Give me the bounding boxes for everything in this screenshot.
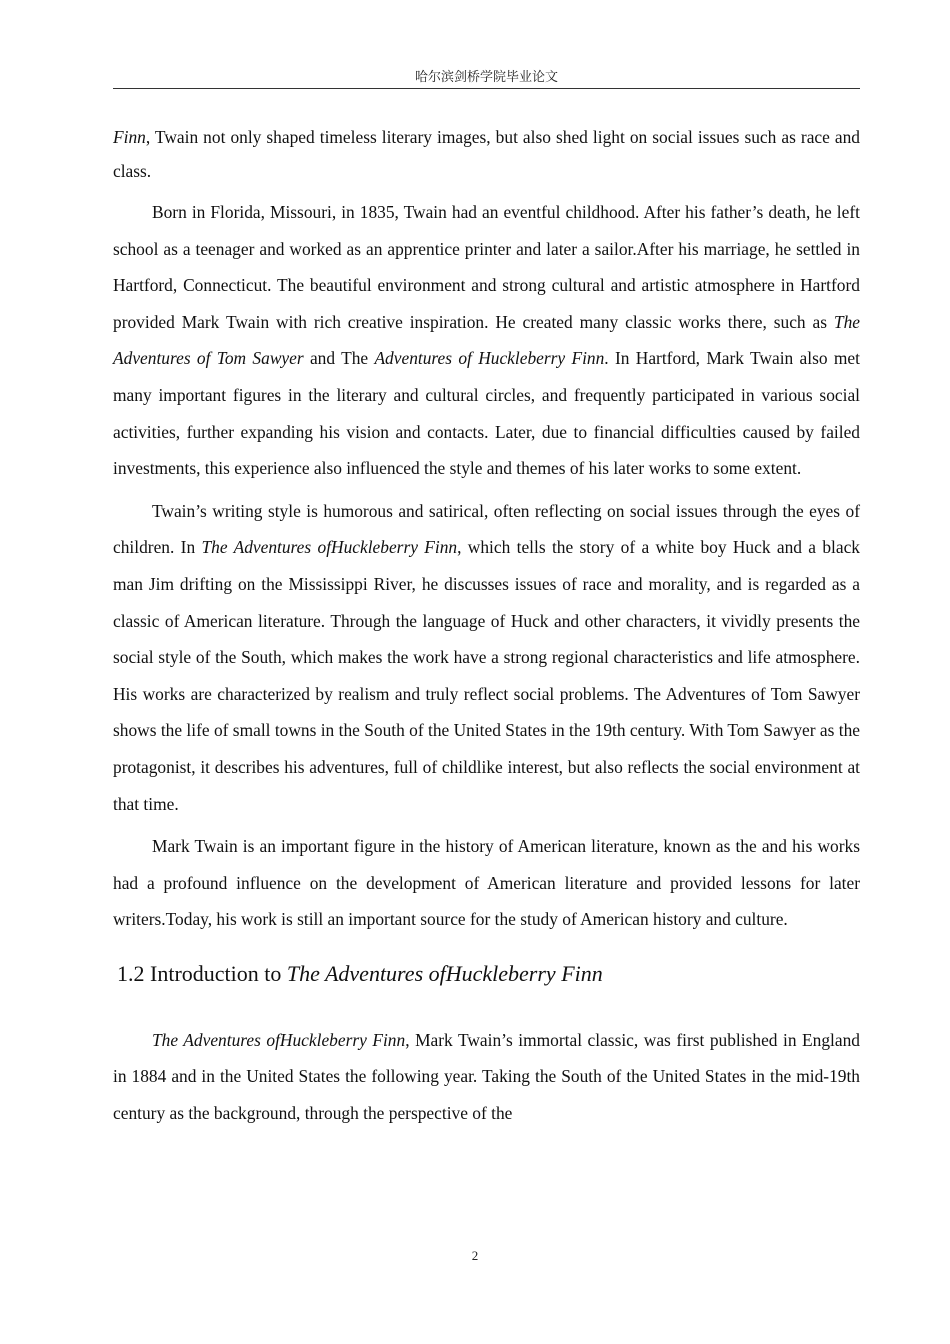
text-span: . In Hartford, Mark Twain also met many important figures in the literary and cultural circles, and frequently participated in various social activities, further expanding his vision and contacts. Later, due to financial difficulties caused by failed investments, this experience also influenced the style and themes of his later works to some extent.	[113, 348, 860, 479]
heading-prefix: 1.2 Introduction to	[117, 960, 287, 986]
body-text	[113, 120, 860, 1138]
page-number: 2	[471, 1248, 479, 1263]
heading-title: The Adventures ofHuckleberry Finn	[286, 960, 603, 986]
paragraph-introduction	[113, 1022, 860, 1132]
text-span: and The	[303, 348, 375, 369]
text-span: Twain’s writing style is humorous and satirical, often reflecting on social issues through the eyes of children. In	[113, 500, 860, 558]
text-span: Born in Florida, Missouri, in 1835, Twain had an eventful childhood. After his father’s death, he left school as a teenager and worked as an apprentice printer and later a sailor.After his marriage, he settled in Hartford, Connecticut. The beautiful environment and strong cultural and artistic atmosphere in Hartford provided Mark Twain with rich creative inspiration. He created many classic works there, such as	[113, 202, 860, 332]
text-span: , Twain not only shaped timeless literary images, but also shed light on social issues such as race and class.	[113, 127, 860, 181]
paragraph-style	[113, 493, 860, 822]
paragraph-legacy	[113, 828, 860, 938]
running-header: 哈尔滨剑桥学院毕业论文	[414, 70, 558, 85]
text-span: , which tells the story of a white boy Huck and a black man Jim drifting on the Mississippi River, he discusses issues of race and morality, and is regarded as a classic of American literature. Through the language of Huck and other characters, it vividly presents the social style of the South, which makes the work have a strong regional characteristics and life atmosphere. His works are characterized by realism and truly reflect social problems. The Adventures of Tom Sawyer shows the life of small towns in the South of the United States in the 19th century. With Tom Sawyer as the protagonist, it describes his adventures, full of childlike interest, but also reflects the social environment at that time.	[113, 537, 861, 814]
italic-title: The Adventures of Tom Sawyer	[113, 311, 860, 369]
italic-title: Adventures of Huckleberry Finn	[374, 348, 605, 369]
italic-title: The Adventures ofHuckleberry Finn	[201, 537, 458, 558]
section-heading	[117, 956, 860, 992]
italic-title: Finn	[113, 127, 146, 147]
header-rule	[113, 88, 860, 89]
text-span: , Mark Twain’s immortal classic, was first published in England in 1884 and in the United States the following year. Taking the South of the United States in the mid-19th century as the background, through the perspective of the	[113, 1029, 860, 1124]
italic-title: The Adventures ofHuckleberry Finn	[152, 1029, 406, 1050]
paragraph-biography	[113, 194, 860, 487]
paragraph-continued	[113, 120, 860, 188]
text-span: Mark Twain is an important figure in the history of American literature, known as the and his works had a profound influence on the development of American literature and provided lessons for later writers.Today, his work is still an important source for the study of American history and culture.	[113, 836, 860, 930]
